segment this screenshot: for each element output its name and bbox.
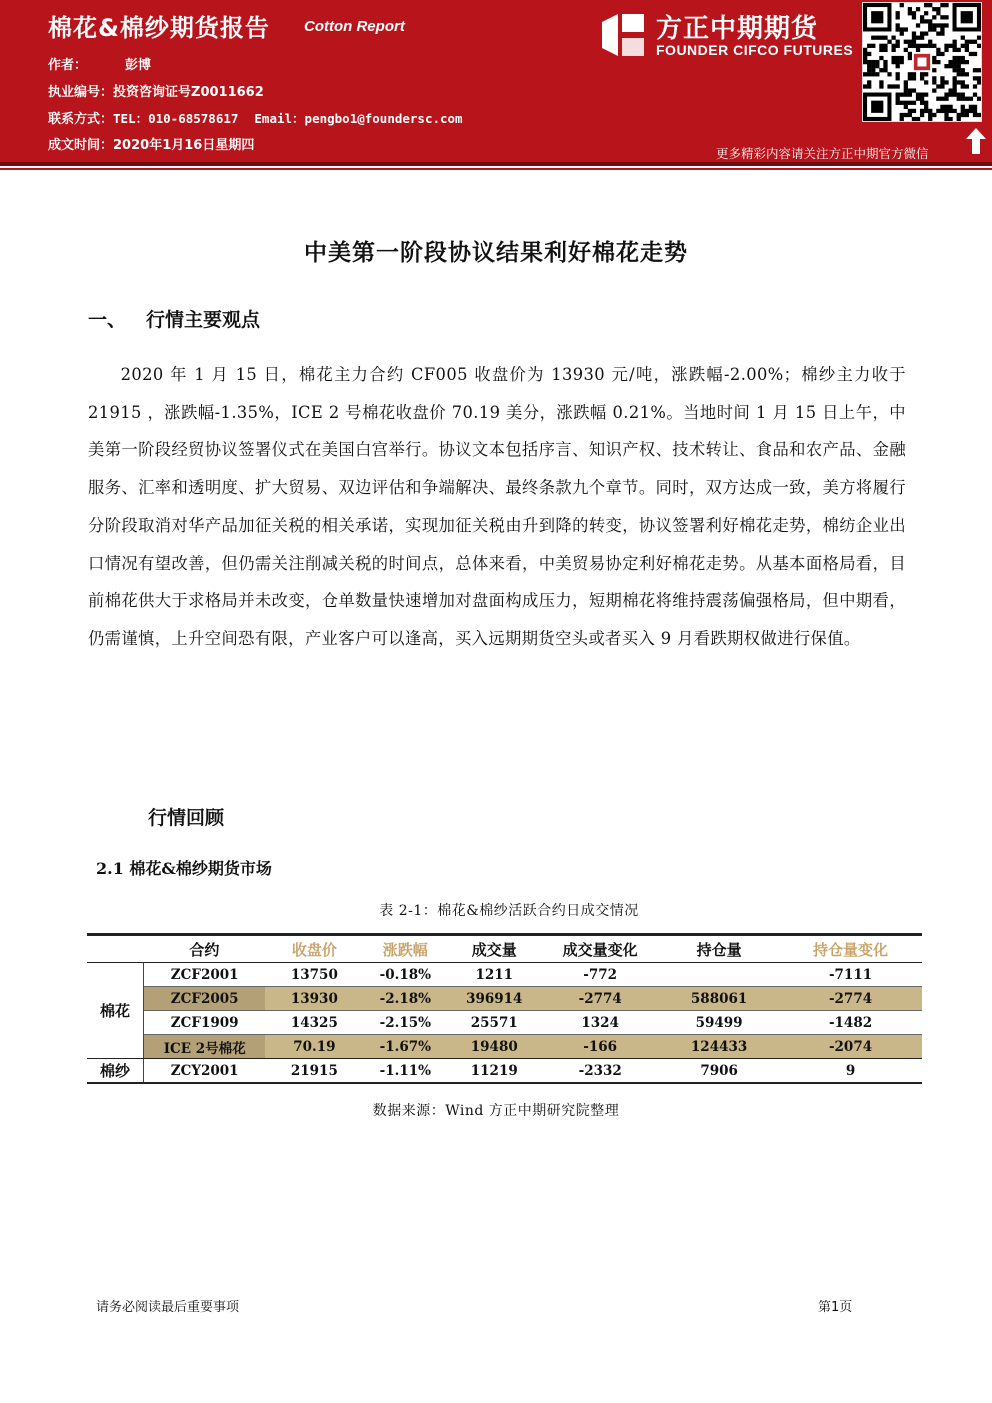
report-date: 2020年1月16日星期四 <box>113 138 255 153</box>
cell-volume: 1211 <box>447 963 541 987</box>
contact-tel: TEL：010-68578617 <box>113 111 239 126</box>
cell-volume: 396914 <box>447 987 541 1011</box>
page-number: 第1页 <box>818 1300 853 1315</box>
license-number: 投资咨询证号Z0011662 <box>113 85 264 100</box>
cell-oi-change: -1482 <box>779 1011 922 1035</box>
cell-change: -2.15% <box>363 1011 447 1035</box>
futures-trading-table <box>87 933 922 1084</box>
cell-open-interest: 588061 <box>659 987 779 1011</box>
email-label: Email： <box>254 111 305 126</box>
cell-open-interest <box>659 963 779 987</box>
cell-close: 13750 <box>265 963 363 987</box>
header-divider <box>0 162 992 166</box>
cell-oi-change: -7111 <box>779 963 922 987</box>
author-name: 彭博 <box>125 58 152 73</box>
arrow-up-icon <box>966 128 986 154</box>
founder-logo-icon <box>598 10 648 60</box>
license-label: 执业编号： <box>48 85 114 100</box>
header-divider-thin <box>0 168 992 170</box>
logo-text-cn: 方正中期期货 <box>656 14 819 44</box>
header-volume-change: 成交量变化 <box>541 935 659 963</box>
section-2-1-heading: 2.1 棉花&棉纱期货市场 <box>96 859 272 878</box>
cell-volume-change: -166 <box>541 1035 659 1059</box>
cell-volume-change: -772 <box>541 963 659 987</box>
cell-close: 13930 <box>265 987 363 1011</box>
table-row <box>87 1059 922 1084</box>
qr-code-icon <box>863 3 981 121</box>
cell-open-interest: 124433 <box>659 1035 779 1059</box>
footer-notice: 请务必阅读最后重要事项 <box>96 1300 240 1315</box>
section-1-number: 一、 <box>88 309 127 331</box>
cell-close: 70.19 <box>265 1035 363 1059</box>
cell-contract: ICE 2号棉花 <box>143 1035 265 1059</box>
cell-volume-change: 1324 <box>541 1011 659 1035</box>
company-logo <box>598 6 858 62</box>
market-view-paragraph: 2020 年 1 月 15 日，棉花主力合约 CF005 收盘价为 13930 元/吨，涨跌幅-2.00%；棉纱主力收于 21915 ，涨跌幅-1.35%，ICE 2 号棉花收盘价 70.19 美分，涨跌幅 0.21%。当地时间 1 月 15 日上午，中美第一阶段经贸协议签署仪式在美国白宫举行。协议文本包括序言、知识产权、技术转让、食品和农产品、金融服务、汇率和透明度、扩大贸易、双边评估和争端解决、最终条款九个章节。同时，双方达成一致，美方将履行分阶段取消对华产品加征关税的相关承诺，实现加征关税由升到降的转变，协议签署利好棉花走势，棉纺企业出口情况有望改善，但仍需关注削减关税的时间点，总体来看，中美贸易协定利好棉花走势。从基本面格局看，目前棉花供大于求格局并未改变，仓单数量快速增加对盘面构成压力，短期棉花将维持震荡偏强格局，但中期看，仍需谨慎，上升空间恐有限，产业客户可以逢高，买入远期期货空头或者买入 9 月看跌期权做进行保值。 <box>88 365 906 648</box>
header-volume: 成交量 <box>447 935 541 963</box>
table-row <box>87 1035 922 1059</box>
date-label: 成文时间： <box>48 138 114 153</box>
cell-oi-change: 9 <box>779 1059 922 1084</box>
cell-oi-change: -2074 <box>779 1035 922 1059</box>
header-close: 收盘价 <box>265 935 363 963</box>
section-2-heading: 行情回顾 <box>148 807 225 829</box>
cell-open-interest: 7906 <box>659 1059 779 1084</box>
cell-close: 21915 <box>265 1059 363 1084</box>
header-open-interest: 持仓量 <box>659 935 779 963</box>
cell-contract: ZCF1909 <box>143 1011 265 1035</box>
header-group <box>87 935 143 963</box>
cell-change: -1.11% <box>363 1059 447 1084</box>
report-title-en: Cotton Report <box>304 18 405 35</box>
cell-oi-change: -2774 <box>779 987 922 1011</box>
table-row <box>87 963 922 987</box>
cell-contract: ZCF2001 <box>143 963 265 987</box>
cell-volume-change: -2774 <box>541 987 659 1011</box>
cell-contract: ZCY2001 <box>143 1059 265 1084</box>
author-label: 作者： <box>48 58 88 73</box>
cell-close: 14325 <box>265 1011 363 1035</box>
report-header <box>0 0 992 162</box>
header-contract: 合约 <box>143 935 265 963</box>
contact-email[interactable]: pengbo1@foundersc.com <box>304 111 463 126</box>
table-header-row <box>87 935 922 963</box>
data-source-note: 数据来源：Wind 方正中期研究院整理 <box>372 1103 620 1119</box>
cell-change: -2.18% <box>363 987 447 1011</box>
section-1-title: 行情主要观点 <box>146 309 261 331</box>
section-1-heading <box>88 305 260 332</box>
cell-volume: 19480 <box>447 1035 541 1059</box>
contact-label: 联系方式： <box>48 112 114 127</box>
cell-change: -0.18% <box>363 963 447 987</box>
header-change: 涨跌幅 <box>363 935 447 963</box>
date-row <box>48 134 254 153</box>
wechat-qr-code[interactable] <box>862 2 982 122</box>
follow-wechat-text: 更多精彩内容请关注方正中期官方微信 <box>716 146 929 161</box>
cell-change: -1.67% <box>363 1035 447 1059</box>
table-caption: 表 2-1：棉花&棉纱活跃合约日成交情况 <box>379 903 639 919</box>
group-yarn: 棉纱 <box>87 1059 143 1084</box>
table-row <box>87 987 922 1011</box>
header-oi-change: 持仓量变化 <box>779 935 922 963</box>
document-title: 中美第一阶段协议结果利好棉花走势 <box>304 239 688 266</box>
author-row <box>48 54 151 73</box>
contact-row <box>48 108 463 127</box>
table-row <box>87 1011 922 1035</box>
cell-open-interest: 59499 <box>659 1011 779 1035</box>
report-title: 棉花&棉纱期货报告 <box>48 14 270 42</box>
group-cotton: 棉花 <box>87 963 143 1059</box>
cell-volume-change: -2332 <box>541 1059 659 1084</box>
cell-volume: 25571 <box>447 1011 541 1035</box>
logo-text-en: FOUNDER CIFCO FUTURES <box>656 42 854 58</box>
cell-volume: 11219 <box>447 1059 541 1084</box>
cell-contract: ZCF2005 <box>143 987 265 1011</box>
license-row <box>48 81 264 100</box>
